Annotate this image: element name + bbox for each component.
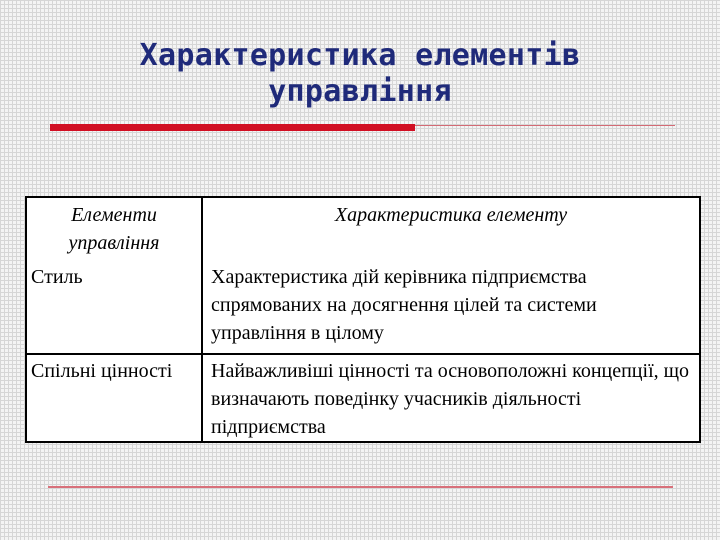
row-description-style: Характеристика дій керівника підприємства спрямованих на досягнення цілей та системи управління в цілому (202, 261, 700, 354)
table-row (26, 261, 700, 354)
row-element-shared-values: Спільні цінності (26, 354, 202, 442)
footer-rule (48, 486, 673, 488)
slide-title-line-1: Характеристика елементів (139, 38, 581, 73)
row-description-shared-values: Найважливіші цінності та основоположні концепції, що визначають поведінку учасників діяльності підприємства (211, 360, 690, 438)
row-element-style: Стиль (26, 261, 202, 354)
elements-table (25, 196, 701, 443)
title-thin-rule (415, 125, 675, 126)
header-elements: Елементи управління (26, 197, 202, 261)
header-characteristic: Характеристика елементу (334, 204, 568, 226)
title-accent-rule (50, 124, 415, 131)
slide-title-line-2: управління (268, 74, 452, 109)
slide-title (60, 38, 660, 110)
table-header-row (26, 197, 700, 261)
table-row (26, 354, 700, 442)
